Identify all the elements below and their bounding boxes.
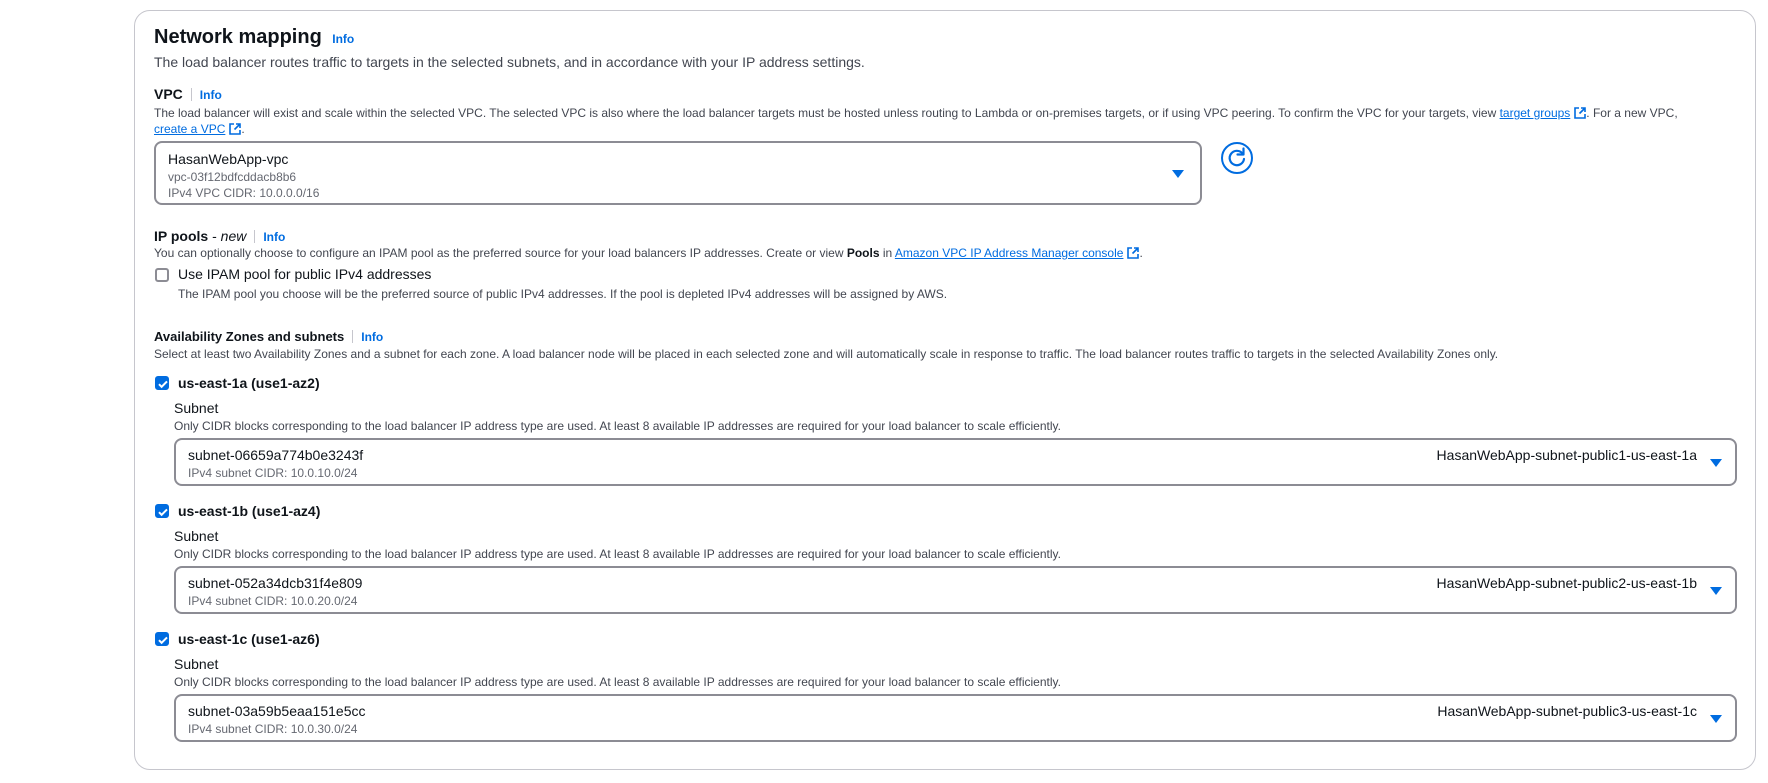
subnet-cidr: IPv4 subnet CIDR: 10.0.10.0/24 (188, 466, 358, 480)
subnet-description: Only CIDR blocks corresponding to the load balancer IP address type are used. At least 8 available IP addresses are required for your load balancer to scale efficiently. (174, 547, 1061, 561)
chevron-down-icon (1710, 459, 1722, 467)
az-info-link[interactable]: Info (361, 330, 384, 344)
section-title: Network mapping (154, 26, 322, 48)
chevron-down-icon (1710, 715, 1722, 723)
ip-pools-desc-bold: Pools (846, 246, 880, 260)
az-label: Availability Zones and subnets (154, 329, 345, 344)
subnet-label: Subnet (174, 528, 219, 544)
external-link-icon (1127, 247, 1139, 259)
ip-pools-new-tag: new (220, 228, 247, 244)
vpc-desc-text-2: . For a new VPC, (1586, 106, 1678, 120)
target-groups-link[interactable] (1500, 106, 1587, 120)
subnet-name: HasanWebApp-subnet-public1-us-east-1a (1436, 447, 1697, 463)
subnet-description: Only CIDR blocks corresponding to the load balancer IP address type are used. At least 8 available IP addresses are required for your load balancer to scale efficiently. (174, 675, 1061, 689)
target-groups-link-label: target groups (1499, 106, 1571, 120)
ip-pools-label: IP pools (154, 228, 209, 244)
subnet-name: HasanWebApp-subnet-public3-us-east-1c (1437, 703, 1697, 719)
vpc-selected-id: vpc-03f12bdfcddacb8b6 (168, 170, 297, 184)
subnet-select[interactable] (174, 566, 1737, 614)
vpc-info-link[interactable]: Info (199, 88, 222, 102)
vpc-description-2 (154, 122, 245, 136)
create-vpc-link-label: create a VPC (154, 122, 226, 136)
az-header (154, 328, 383, 346)
zone-checkbox[interactable] (155, 376, 169, 390)
network-mapping-panel (134, 10, 1756, 770)
subnet-description: Only CIDR blocks corresponding to the load balancer IP address type are used. At least 8 available IP addresses are required for your load balancer to scale efficiently. (174, 419, 1061, 433)
section-header (154, 26, 354, 49)
vpc-selected-cidr: IPv4 VPC CIDR: 10.0.0.0/16 (168, 186, 320, 200)
external-link-icon (1574, 107, 1586, 119)
ip-pools-desc-end: . (1139, 246, 1143, 260)
vpc-desc-text: The load balancer will exist and scale within the selected VPC. The selected VPC is also where the load balancer targets must be hosted unless routing to Lambda or on-premises targets, or if using VPC peering. To confirm the VPC for your targets, view (154, 106, 1500, 120)
section-description: The load balancer routes traffic to targets in the selected subnets, and in accordance with your IP address settings. (154, 54, 865, 70)
check-icon (156, 505, 170, 519)
create-vpc-link[interactable] (154, 122, 241, 136)
zone-checkbox[interactable] (155, 504, 169, 518)
ipam-pool-checkbox[interactable] (155, 268, 169, 282)
zone-name[interactable]: us-east-1a (use1-az2) (178, 375, 320, 391)
vpc-desc-end: . (241, 122, 245, 136)
vpc-select[interactable] (154, 141, 1202, 205)
zone-name[interactable]: us-east-1b (use1-az4) (178, 503, 321, 519)
ip-pools-desc-text-2: in (879, 246, 895, 260)
subnet-label: Subnet (174, 656, 219, 672)
ipam-pool-checkbox-label[interactable]: Use IPAM pool for public IPv4 addresses (178, 266, 432, 282)
subnet-select[interactable] (174, 438, 1737, 486)
ip-pools-separator (254, 230, 255, 243)
vpc-selected-name: HasanWebApp-vpc (168, 151, 289, 167)
az-description: Select at least two Availability Zones and a subnet for each zone. A load balancer node will be placed in each selected zone and will automatically scale in response to traffic. The load balancer routes traffic to targets in the selected Availability Zones only. (154, 347, 1499, 361)
subnet-name: HasanWebApp-subnet-public2-us-east-1b (1436, 575, 1697, 591)
subnet-label: Subnet (174, 400, 219, 416)
ipam-console-link-label: Amazon VPC IP Address Manager console (894, 246, 1124, 260)
subnet-id: subnet-06659a774b0e3243f (188, 447, 364, 463)
vpc-separator (191, 88, 192, 101)
ip-pools-info-link[interactable]: Info (263, 230, 286, 244)
subnet-id: subnet-03a59b5eaa151e5cc (188, 703, 366, 719)
ipam-pool-checkbox-desc: The IPAM pool you choose will be the preferred source of public IPv4 addresses. If the pool is depleted IPv4 addresses will be assigned by AWS. (178, 287, 948, 301)
subnet-cidr: IPv4 subnet CIDR: 10.0.20.0/24 (188, 594, 358, 608)
ip-pools-description (154, 246, 1143, 260)
section-info-link[interactable]: Info (332, 32, 355, 46)
subnet-id: subnet-052a34dcb31f4e809 (188, 575, 363, 591)
zone-checkbox[interactable] (155, 632, 169, 646)
external-link-icon (229, 123, 241, 135)
zone-name[interactable]: us-east-1c (use1-az6) (178, 631, 320, 647)
subnet-cidr: IPv4 subnet CIDR: 10.0.30.0/24 (188, 722, 358, 736)
az-separator (352, 330, 353, 343)
vpc-description (154, 106, 1678, 120)
chevron-down-icon (1172, 170, 1184, 178)
check-icon (156, 377, 170, 391)
subnet-select[interactable] (174, 694, 1737, 742)
ip-pools-label-suffix: - (208, 228, 221, 244)
chevron-down-icon (1710, 587, 1722, 595)
ip-pools-desc-text: You can optionally choose to configure an IPAM pool as the preferred source for your load balancers IP addresses. Create or view (154, 246, 847, 260)
refresh-icon[interactable] (1220, 141, 1254, 175)
ipam-console-link[interactable] (894, 246, 1143, 260)
vpc-header (154, 86, 222, 104)
vpc-label: VPC (154, 86, 183, 102)
check-icon (156, 633, 170, 647)
ip-pools-header (154, 228, 285, 246)
